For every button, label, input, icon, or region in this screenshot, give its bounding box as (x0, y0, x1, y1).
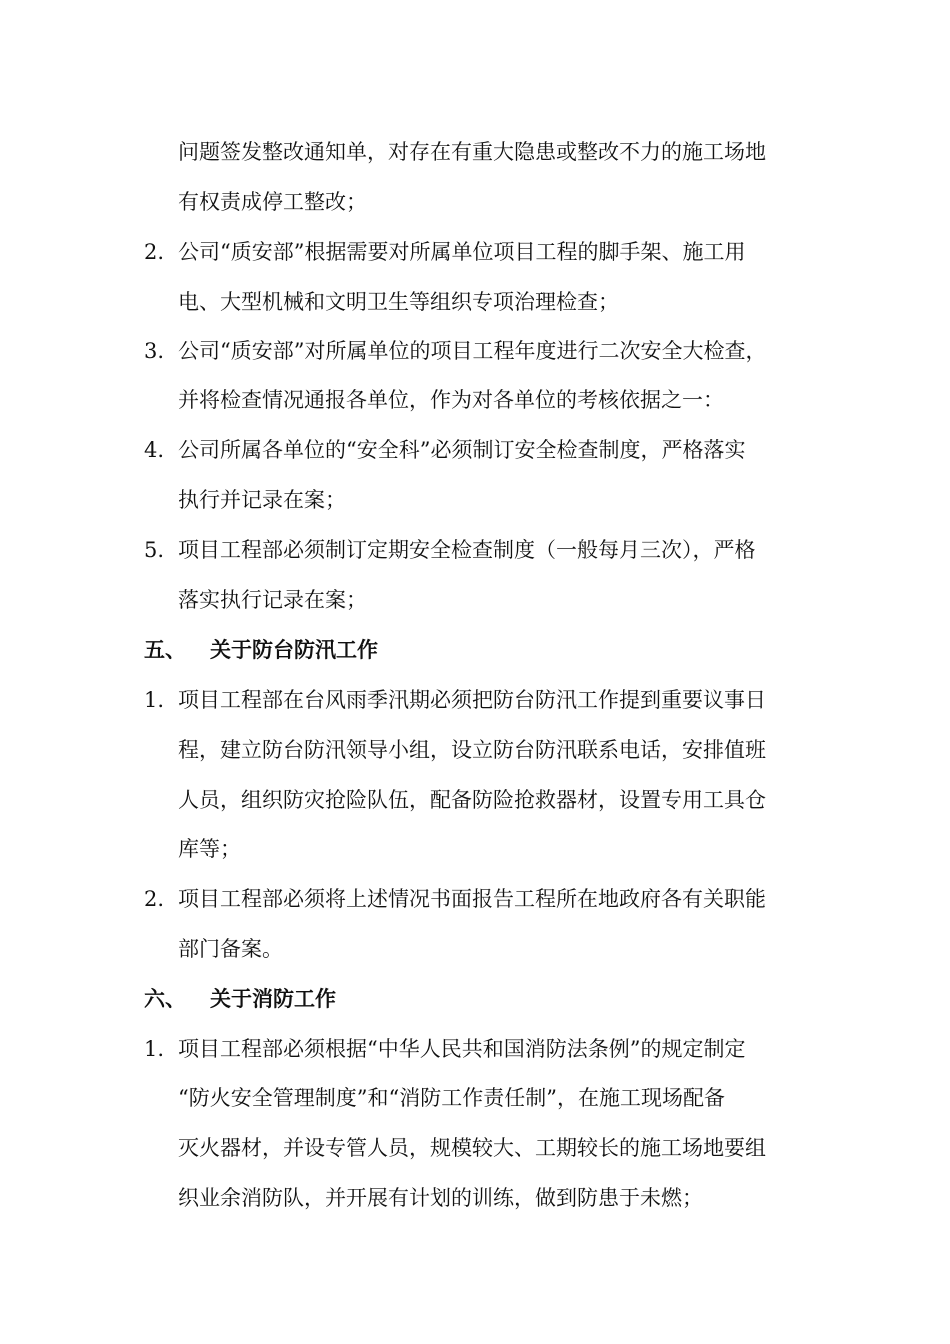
paragraph-line: 项目工程部必须将上述情况书面报告工程所在地政府各有关职能 (178, 887, 766, 911)
list-number: 2. (144, 887, 165, 911)
list-number: 4. (144, 438, 165, 462)
paragraph-line: “防火安全管理制度”和“消防工作责任制”，在施工现场配备 (178, 1086, 725, 1110)
paragraph-line: 灭火器材，并设专管人员，规模较大、工期较长的施工场地要组 (178, 1136, 766, 1160)
paragraph-line: 项目工程部必须制订定期安全检查制度（一般每月三次），严格 (178, 538, 756, 562)
section-number: 五、 (144, 637, 186, 662)
paragraph-line: 并将检查情况通报各单位，作为对各单位的考核依据之一： (178, 388, 724, 412)
section-title: 关于防台防汛工作 (210, 637, 378, 662)
list-number: 5. (144, 538, 165, 562)
paragraph-line: 公司“质安部”对所属单位的项目工程年度进行二次安全大检查， (178, 339, 767, 363)
paragraph-line: 电、大型机械和文明卫生等组织专项治理检查； (178, 290, 619, 314)
list-number: 1. (144, 688, 165, 712)
paragraph-line: 项目工程部在台风雨季汛期必须把防台防汛工作提到重要议事日 (178, 688, 766, 712)
paragraph-line: 公司所属各单位的“安全科”必须制订安全检查制度，严格落实 (178, 438, 746, 462)
list-number: 3. (144, 339, 165, 363)
paragraph-line: 库等； (178, 837, 241, 861)
paragraph-line: 项目工程部必须根据“中华人民共和国消防法条例”的规定制定 (178, 1037, 746, 1061)
paragraph-line: 部门备案。 (178, 937, 283, 961)
paragraph-line: 织业余消防队，并开展有计划的训练，做到防患于未燃； (178, 1186, 703, 1210)
paragraph-line: 落实执行记录在案； (178, 588, 367, 612)
paragraph-line: 执行并记录在案； (178, 488, 346, 512)
paragraph-line: 程，建立防台防汛领导小组，设立防台防汛联系电话，安排值班 (178, 738, 766, 762)
section-number: 六、 (144, 986, 186, 1011)
paragraph-line: 人员，组织防灾抢险队伍，配备防险抢救器材，设置专用工具仓 (178, 788, 766, 812)
paragraph-line: 有权责成停工整改； (178, 190, 367, 214)
list-number: 2. (144, 240, 165, 264)
paragraph-line: 问题签发整改通知单，对存在有重大隐患或整改不力的施工场地 (178, 140, 766, 164)
section-title: 关于消防工作 (210, 986, 336, 1011)
paragraph-line: 公司“质安部”根据需要对所属单位项目工程的脚手架、施工用 (178, 240, 746, 264)
list-number: 1. (144, 1037, 165, 1061)
